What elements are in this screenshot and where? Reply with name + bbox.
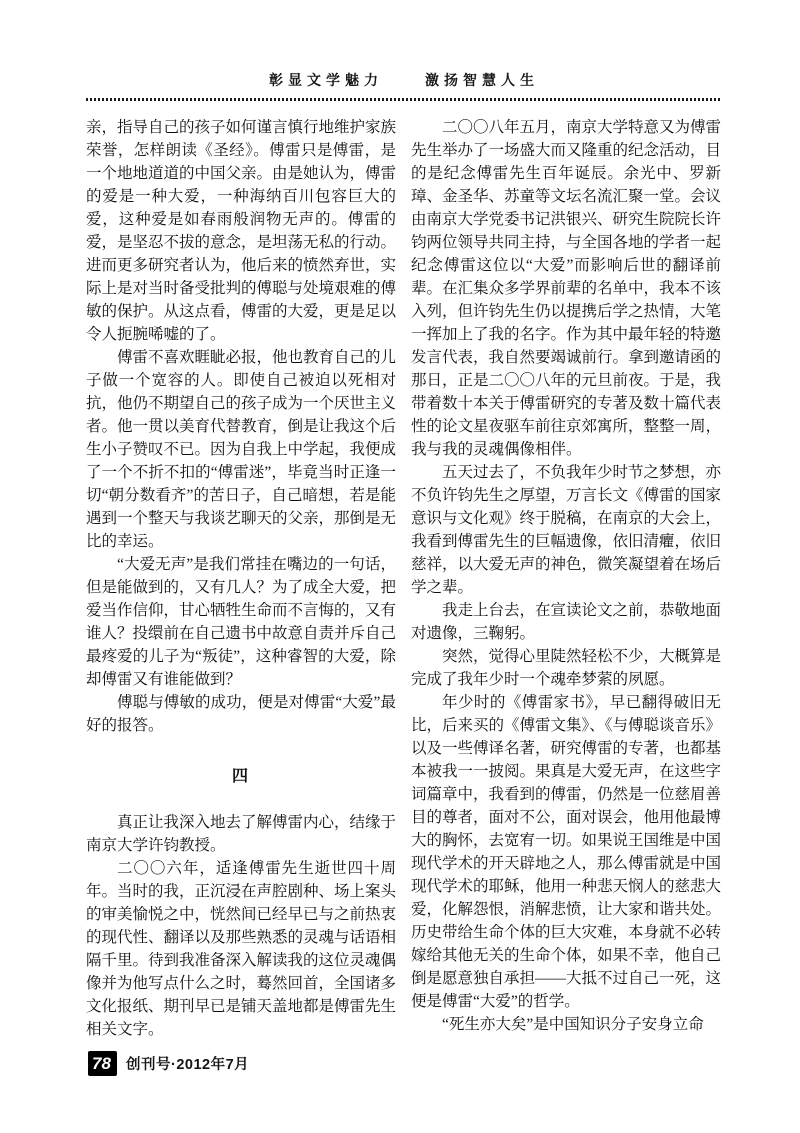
- left-column: [86, 116, 396, 1041]
- header-divider-rule: [86, 98, 722, 101]
- paragraph: “死生亦大矣”是中国知识分子安身立命: [442, 1016, 704, 1033]
- page-number-badge: 78: [88, 1051, 117, 1076]
- issue-label: 创刊号·2012年7月: [126, 1057, 250, 1073]
- paragraph: 傅聪与傅敏的成功，便是对傅雷“大爱”最好的报答。: [86, 694, 396, 734]
- running-header: [86, 70, 722, 98]
- paragraph: 五天过去了，不负我年少时节之梦想，亦不负许钧先生之厚望，万言长文《傅雷的国家意识与文化观》终于脱稿，在南京的大会上，我看到傅雷先生的巨幅遗像，依旧清癯，依旧慈祥，以大爱无声的神色，微笑凝望着在场后学之辈。: [411, 464, 722, 596]
- paragraph: 我走上台去，在宣读论文之前，恭敬地面对遗像，三鞠躬。: [411, 602, 722, 642]
- paragraph: 傅雷不喜欢睚眦必报，他也教育自己的儿子做一个宽容的人。即使自己被迫以死相对抗，他仍不期望自己的孩子成为一个厌世主义者。他一贯以美育代替教育，倒是让我这个后生小子赞叹不已。因为自我上中学起，我便成了一个不折不扣的“傅雷迷”，毕竟当时正逢一切“朝分数看齐”的苦日子，自己暗想，若是能遇到一个整天与我谈艺聊天的父亲，那倒是无比的幸运。: [86, 349, 397, 550]
- paragraph: 亲，指导自己的孩子如何谨言慎行地维护家族荣誉，怎样朗读《圣经》。傅雷只是傅雷，是一个地地道道的中国父亲。由是她认为，傅雷的爱是一种大爱，一种海纳百川包容巨大的爱，这种爱是如春雨般润物无声的。傅雷的爱，是坚忍不拔的意念，是坦荡无私的行动。进而更多研究者认为，他后来的愤然弃世，实际上是对当时备受批判的傅聪与处境艰难的傅敏的保护。从这点看，傅雷的大爱，更是足以令人扼腕唏嘘的了。: [86, 119, 397, 343]
- header-slogan-right: 激扬智慧人生: [425, 72, 539, 88]
- paragraph: 真正让我深入地去了解傅雷内心，结缘于南京大学许钧教授。: [86, 814, 397, 854]
- paragraph: 突然，觉得心里陡然轻松不少，大概算是完成了我年少时一个魂牵梦萦的夙愿。: [411, 648, 722, 688]
- page-footer: [88, 1051, 249, 1076]
- header-slogan-left: 彰显文学魅力: [269, 72, 383, 88]
- section-heading: 四: [231, 768, 250, 785]
- right-column: [411, 116, 721, 1041]
- paragraph: 二〇〇八年五月，南京大学特意又为傅雷先生举办了一场盛大而又隆重的纪念活动，目的是纪念傅雷先生百年诞辰。余光中、罗新璋、金圣华、苏童等文坛名流汇聚一堂。会议由南京大学党委书记洪银兴、研究生院院长许钧两位领导共同主持，与全国各地的学者一起纪念傅雷这位以“大爱”而影响后世的翻译前辈。在汇集众多学界前辈的名单中，我本不该入列，但许钧先生仍以提携后学之热情，大笔一挥加上了我的名字。作为其中最年轻的特邀发言代表，我自然要竭诚前行。拿到邀请函的那日，正是二〇〇八年的元旦前夜。于是，我带着数十本关于傅雷研究的专著及数十篇代表性的论文星夜驱车前往京郊寓所，整整一周，我与我的灵魂偶像相伴。: [411, 119, 722, 458]
- paragraph: 二〇〇六年，适逢傅雷先生逝世四十周年。当时的我，正沉浸在声腔剧种、场上案头的审美愉悦之中，恍然间已经早已与之前热衷的现代性、翻译以及那些熟悉的灵魂与话语相隔千里。待到我准备深入解读我的这位灵魂偶像并为他写点什么之时，蓦然回首，全国诸多文化报纸、期刊早已是铺天盖地都是傅雷先生相关文字。: [86, 860, 397, 1038]
- two-column-layout: [86, 116, 722, 1041]
- paragraph: “大爱无声”是我们常挂在嘴边的一句话，但是能做到的，又有几人？为了成全大爱，把爱当作信仰，甘心牺牲生命而不言悔的，又有谁人？投缳前在自己遗书中故意自责并斥自己最疼爱的儿子为“叛徒”，这种睿智的大爱，除却傅雷又有谁能做到？: [86, 556, 397, 688]
- paragraph: 年少时的《傅雷家书》，早已翻得破旧无比，后来买的《傅雷文集》、《与傅聪谈音乐》以及一些傅译名著，研究傅雷的专著，也都基本被我一一披阅。果真是大爱无声，在这些字词篇章中，我看到的傅雷，仍然是一位慈眉善目的尊者，面对不公，面对误会，他用他最博大的胸怀，去宽宥一切。如果说王国维是中国现代学术的开天辟地之人，那么傅雷就是中国现代学术的耶稣，他用一种悲天悯人的慈悲大爱，化解怨恨，消解悲愤，让大家和谐共处。历史带给生命个体的巨大灾难，本身就不必转嫁给其他无关的生命个体，如果不幸，他自己倒是愿意独自承担——大抵不过自己一死，这便是傅雷“大爱”的哲学。: [411, 694, 722, 1010]
- page-content: [86, 70, 722, 1041]
